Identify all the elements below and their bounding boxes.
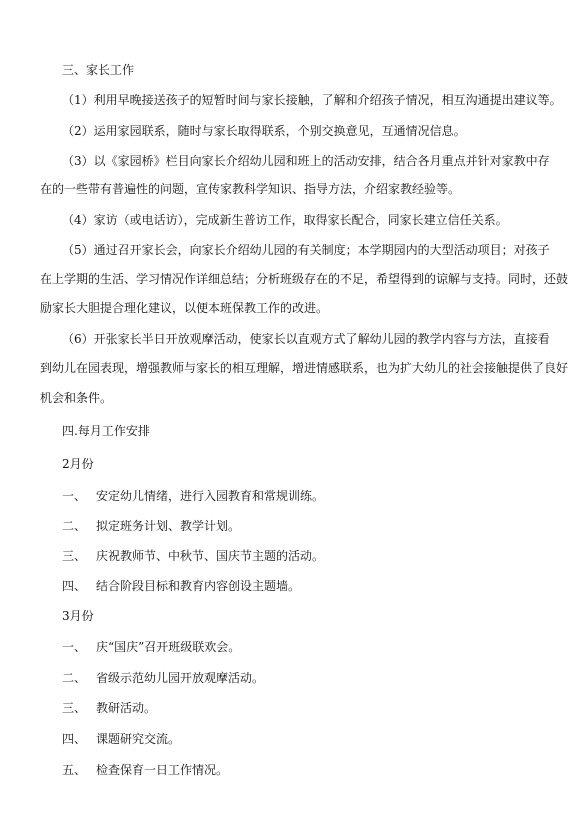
list-item-number: 二、 <box>62 671 87 685</box>
list-item-number: 四、 <box>62 732 87 746</box>
list-item-text: 课题研究交流。 <box>96 732 181 746</box>
section-heading: 三、家长工作 <box>62 63 135 77</box>
paragraph-1: （1）利用早晚接送孩子的短暂时间与家长接触，了解和介绍孩子情况，相互沟通提出建议等。 <box>62 93 562 107</box>
list-item-number: 一、 <box>62 489 87 503</box>
list-item-number: 二、 <box>62 519 87 533</box>
list-item-text: 检查保育一日工作情况。 <box>96 763 229 777</box>
paragraph-5-line-3: 励家长大胆提合理化建议，以便本班保教工作的改进。 <box>40 301 329 315</box>
list-item-text: 拟定班务计划、教学计划。 <box>96 519 241 533</box>
list-item-text: 庆祝教师节、中秋节、国庆节主题的活动。 <box>96 549 325 563</box>
list-item-number: 三、 <box>62 549 87 563</box>
month-title: 2月份 <box>62 457 94 471</box>
list-item-text: 教研活动。 <box>96 701 157 715</box>
list-item-number: 三、 <box>62 701 87 715</box>
paragraph-4: （4）家访（或电话访），完成新生普访工作，取得家长配合，同家长建立信任关系。 <box>62 213 508 227</box>
list-item-number: 一、 <box>62 640 87 654</box>
paragraph-3-line-1: （3）以《家园桥》栏目向家长介绍幼儿园和班上的活动安排，结合各月重点并针对家教中存 <box>62 154 550 168</box>
list-item-text: 庆“国庆”召开班级联欢会。 <box>96 640 241 654</box>
paragraph-5-line-2: 在上学期的生活、学习情况作详细总结；分析班级存在的不足，希望得到的谅解与支持。同时，还鼓 <box>40 272 569 286</box>
paragraph-6-line-2: 到幼儿在园表现，增强教师与家长的相互理解，增进情感联系，也为扩大幼儿的社会接触提供了良好 <box>40 361 569 375</box>
section-heading: 四.每月工作安排 <box>62 424 150 438</box>
paragraph-6-line-3: 机会和条件。 <box>40 391 113 405</box>
list-item-number: 五、 <box>62 763 87 777</box>
paragraph-6-line-1: （6）开张家长半日开放观摩活动，使家长以直观方式了解幼儿园的教学内容与方法，直接看 <box>62 332 550 346</box>
month-title: 3月份 <box>62 609 94 623</box>
paragraph-5-line-1: （5）通过召开家长会，向家长介绍幼儿园的有关制度；本学期园内的大型活动项目；对孩子 <box>62 243 550 257</box>
paragraph-2: （2）运用家园联系，随时与家长取得联系，个别交换意见，互通情况信息。 <box>62 124 466 138</box>
paragraph-3-line-2: 在的一些带有普遍性的问题，宣传家教科学知识、指导方法，介绍家教经验等。 <box>40 182 461 196</box>
list-item-number: 四、 <box>62 579 87 593</box>
list-item-text: 安定幼儿情绪，进行入园教育和常规训练。 <box>96 489 325 503</box>
list-item-text: 结合阶段目标和教育内容创设主题墙。 <box>96 579 301 593</box>
list-item-text: 省级示范幼儿园开放观摩活动。 <box>96 671 265 685</box>
